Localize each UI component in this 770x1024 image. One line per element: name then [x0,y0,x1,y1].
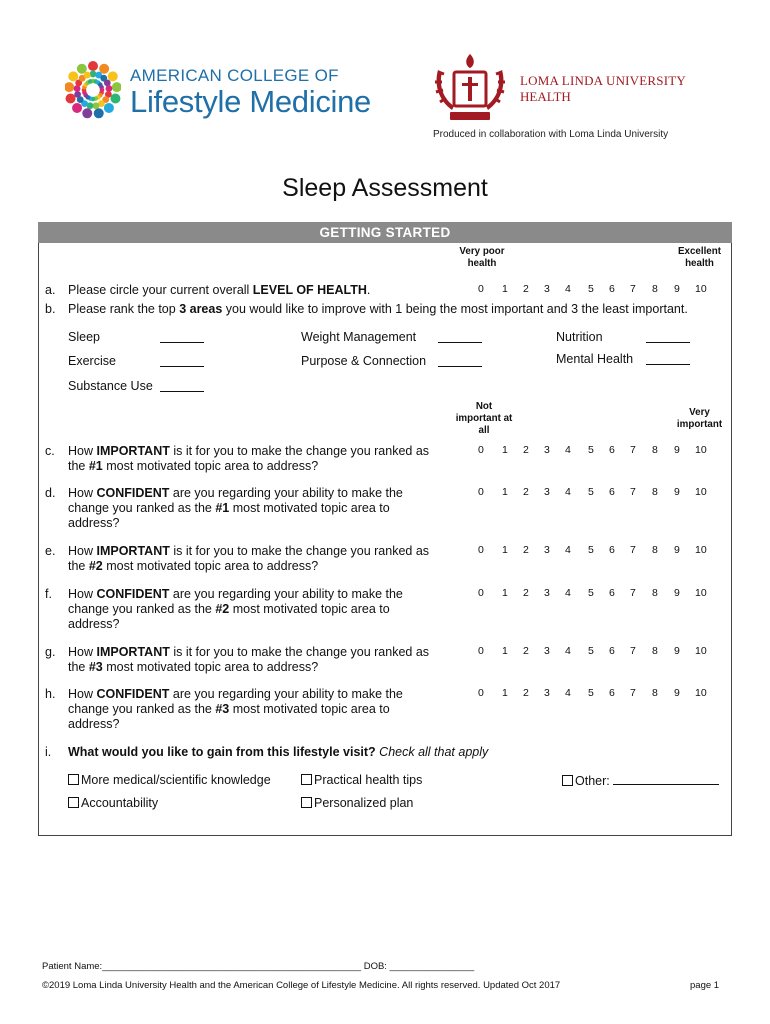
question-text: How CONFIDENT are you regarding your ability to make the change you ranked as the #2 most motivated topic area to address? [68,587,403,631]
scale-number[interactable]: 3 [544,587,550,599]
scale-number[interactable]: 7 [630,645,636,657]
scale-number[interactable]: 10 [695,544,707,556]
scale-number[interactable]: 1 [502,687,508,699]
scale-number[interactable]: 2 [523,544,529,556]
scale-number[interactable]: 3 [544,444,550,456]
scale-number[interactable]: 9 [674,486,680,498]
question-b: Please rank the top 3 areas you would like to improve with 1 being the most important and 3 the least important. [68,302,688,316]
question-text: How IMPORTANT is it for you to make the change you ranked as the #3 most motivated topic area to address? [68,645,430,674]
scale-number[interactable]: 3 [544,486,550,498]
health-scale[interactable] [478,283,708,297]
scale-number[interactable]: 8 [652,283,658,295]
option-other[interactable]: Other: [562,773,719,789]
scale-number[interactable]: 5 [588,486,594,498]
scale-number[interactable]: 6 [609,687,615,699]
section-header-bar: GETTING STARTED [38,222,732,243]
logo-dot [94,108,104,118]
question-text: How IMPORTANT is it for you to make the change you ranked as the #1 most motivated topic area to address? [68,444,430,473]
patient-name-dob-line[interactable]: Patient Name:_________________________________________________ DOB: ________________ [42,961,475,972]
scale-number[interactable]: 10 [695,283,707,295]
scale-number[interactable]: 2 [523,444,529,456]
rank-blank-weight[interactable] [438,331,482,343]
scale-number[interactable]: 8 [652,645,658,657]
checkbox[interactable] [562,775,573,786]
question-letter: b. [45,302,56,316]
rating-scale[interactable] [478,444,708,458]
scale-number[interactable]: 8 [652,687,658,699]
scale-number[interactable]: 0 [478,444,484,456]
scale-number[interactable]: 7 [630,444,636,456]
scale-number[interactable]: 1 [502,283,508,295]
scale-number[interactable]: 10 [695,687,707,699]
scale-number[interactable]: 9 [674,444,680,456]
logo-dot [68,71,78,81]
scale-number[interactable]: 10 [695,587,707,599]
scale-number[interactable]: 4 [565,687,571,699]
question-i: What would you like to gain from this lifestyle visit? Check all that apply [68,745,489,759]
logo-dot [108,71,118,81]
aclm-name-line1: AMERICAN COLLEGE OF [130,66,339,85]
scale-label-not-important: Not important at all [455,401,513,436]
area-exercise: Exercise [68,354,116,368]
scale-number[interactable]: 8 [652,486,658,498]
scale-number[interactable]: 5 [588,645,594,657]
rating-scale[interactable] [478,486,708,500]
llu-name-line2: HEALTH [520,89,571,104]
question-letter: f. [45,587,52,601]
scale-number[interactable]: 6 [609,444,615,456]
scale-number[interactable]: 4 [565,645,571,657]
rank-blank-purpose[interactable] [438,355,482,367]
area-nutrition: Nutrition [556,330,603,344]
scale-number[interactable]: 2 [523,587,529,599]
checkbox[interactable] [301,774,312,785]
scale-number[interactable]: 9 [674,587,680,599]
option-tips[interactable]: Practical health tips [301,773,422,788]
question-text: How IMPORTANT is it for you to make the change you ranked as the #2 most motivated topic area to address? [68,544,430,573]
other-blank[interactable] [613,773,719,785]
scale-number[interactable]: 9 [674,544,680,556]
question-letter: e. [45,544,56,558]
question-letter: g. [45,645,56,659]
question-letter: h. [45,687,56,701]
area-purpose: Purpose & Connection [301,354,427,368]
scale-number[interactable]: 9 [674,283,680,295]
question-letter: d. [45,486,56,500]
question-letter: a. [45,283,56,297]
aclm-logo-icon [65,60,121,120]
scale-number[interactable]: 1 [502,444,508,456]
scale-number[interactable]: 10 [695,444,707,456]
rank-blank-exercise[interactable] [160,355,204,367]
scale-number[interactable]: 5 [588,444,594,456]
scale-number[interactable]: 9 [674,645,680,657]
checkbox[interactable] [68,774,79,785]
option-personalized[interactable]: Personalized plan [301,796,413,811]
rating-scale[interactable] [478,587,708,601]
checkbox[interactable] [68,797,79,808]
scale-number[interactable]: 3 [544,645,550,657]
scale-number[interactable]: 7 [630,544,636,556]
area-mental-health: Mental Health [556,352,634,366]
area-substance: Substance Use [68,379,153,393]
scale-number[interactable]: 6 [609,645,615,657]
scale-number[interactable]: 7 [630,486,636,498]
rating-scale[interactable] [478,645,708,659]
question-letter: i. [45,745,52,759]
llu-name-line1: LOMA LINDA UNIVERSITY [520,73,686,88]
scale-number[interactable]: 2 [523,645,529,657]
area-sleep: Sleep [68,330,100,344]
scale-number[interactable]: 0 [478,687,484,699]
scale-number[interactable]: 4 [565,444,571,456]
scale-number[interactable]: 0 [478,283,484,295]
scale-number[interactable]: 5 [588,587,594,599]
scale-number[interactable]: 7 [630,587,636,599]
logo-dot [65,82,74,92]
scale-number[interactable]: 10 [695,486,707,498]
logo-dot [84,72,91,79]
scale-number[interactable]: 4 [565,587,571,599]
scale-number[interactable]: 4 [565,486,571,498]
logo-dot [90,71,97,78]
area-weight: Weight Management [301,330,417,344]
rank-blank-substance[interactable] [160,380,204,392]
option-knowledge[interactable]: More medical/scientific knowledge [68,773,271,788]
aclm-name-line2: Lifestyle Medicine [130,84,371,119]
scale-number[interactable]: 2 [523,486,529,498]
scale-number[interactable]: 6 [609,486,615,498]
logo-dot [66,94,76,104]
scale-number[interactable]: 1 [502,645,508,657]
option-accountability[interactable]: Accountability [68,796,158,811]
scale-number[interactable]: 7 [630,283,636,295]
logo-dot [112,82,121,92]
page-number: page 1 [690,980,720,991]
scale-number[interactable]: 6 [609,544,615,556]
scale-number[interactable]: 6 [609,283,615,295]
scale-number[interactable]: 5 [588,687,594,699]
scale-number[interactable]: 8 [652,444,658,456]
question-a: Please circle your current overall LEVEL OF HEALTH. [68,283,371,297]
scale-number[interactable]: 0 [478,544,484,556]
question-letter: c. [45,444,55,458]
scale-number[interactable]: 0 [478,486,484,498]
rank-blank-sleep[interactable] [160,331,204,343]
checkbox[interactable] [301,797,312,808]
question-text: How CONFIDENT are you regarding your ability to make the change you ranked as the #3 most motivated topic area to address? [68,687,403,731]
scale-number[interactable]: 2 [523,687,529,699]
scale-number[interactable]: 4 [565,544,571,556]
scale-number[interactable]: 0 [478,587,484,599]
rank-blank-nutrition[interactable] [646,331,690,343]
rank-blank-mental-health[interactable] [646,353,690,365]
scale-number[interactable]: 4 [565,283,571,295]
scale-number[interactable]: 3 [544,544,550,556]
scale-number[interactable]: 5 [588,544,594,556]
scale-number[interactable]: 6 [609,587,615,599]
logo-dot [106,85,113,92]
scale-number[interactable]: 8 [652,544,658,556]
logo-dot [104,103,114,113]
scale-number[interactable]: 5 [588,283,594,295]
scale-number[interactable]: 7 [630,687,636,699]
scale-number[interactable]: 3 [544,283,550,295]
scale-label-very-poor: Very poor health [459,246,505,269]
logo-dot [110,94,120,104]
scale-number[interactable]: 3 [544,687,550,699]
scale-number[interactable]: 9 [674,687,680,699]
scale-number[interactable]: 1 [502,587,508,599]
scale-number[interactable]: 2 [523,283,529,295]
scale-number[interactable]: 10 [695,645,707,657]
scale-number[interactable]: 1 [502,544,508,556]
scale-number[interactable]: 1 [502,486,508,498]
scale-label-very-important: Very important [676,407,723,430]
rating-scale[interactable] [478,687,708,701]
logo-dot [82,108,92,118]
collaboration-note: Produced in collaboration with Loma Linda University [433,129,669,140]
logo-dot [88,61,98,71]
rating-scale[interactable] [478,544,708,558]
page-title: Sleep Assessment [282,174,488,202]
scale-number[interactable]: 8 [652,587,658,599]
question-text: How CONFIDENT are you regarding your ability to make the change you ranked as the #1 most motivated topic area to address? [68,486,403,530]
copyright: ©2019 Loma Linda University Health and the American College of Lifestyle Medicine. All rights reserved. Updated Oct 2017 [42,980,561,991]
scale-label-excellent: Excellent health [677,246,722,269]
logo-dot [74,91,81,98]
scale-number[interactable]: 0 [478,645,484,657]
logo-dot [72,103,82,113]
logo-dot [93,102,100,109]
llu-seal-icon [428,50,512,126]
logo-dot [88,79,93,84]
